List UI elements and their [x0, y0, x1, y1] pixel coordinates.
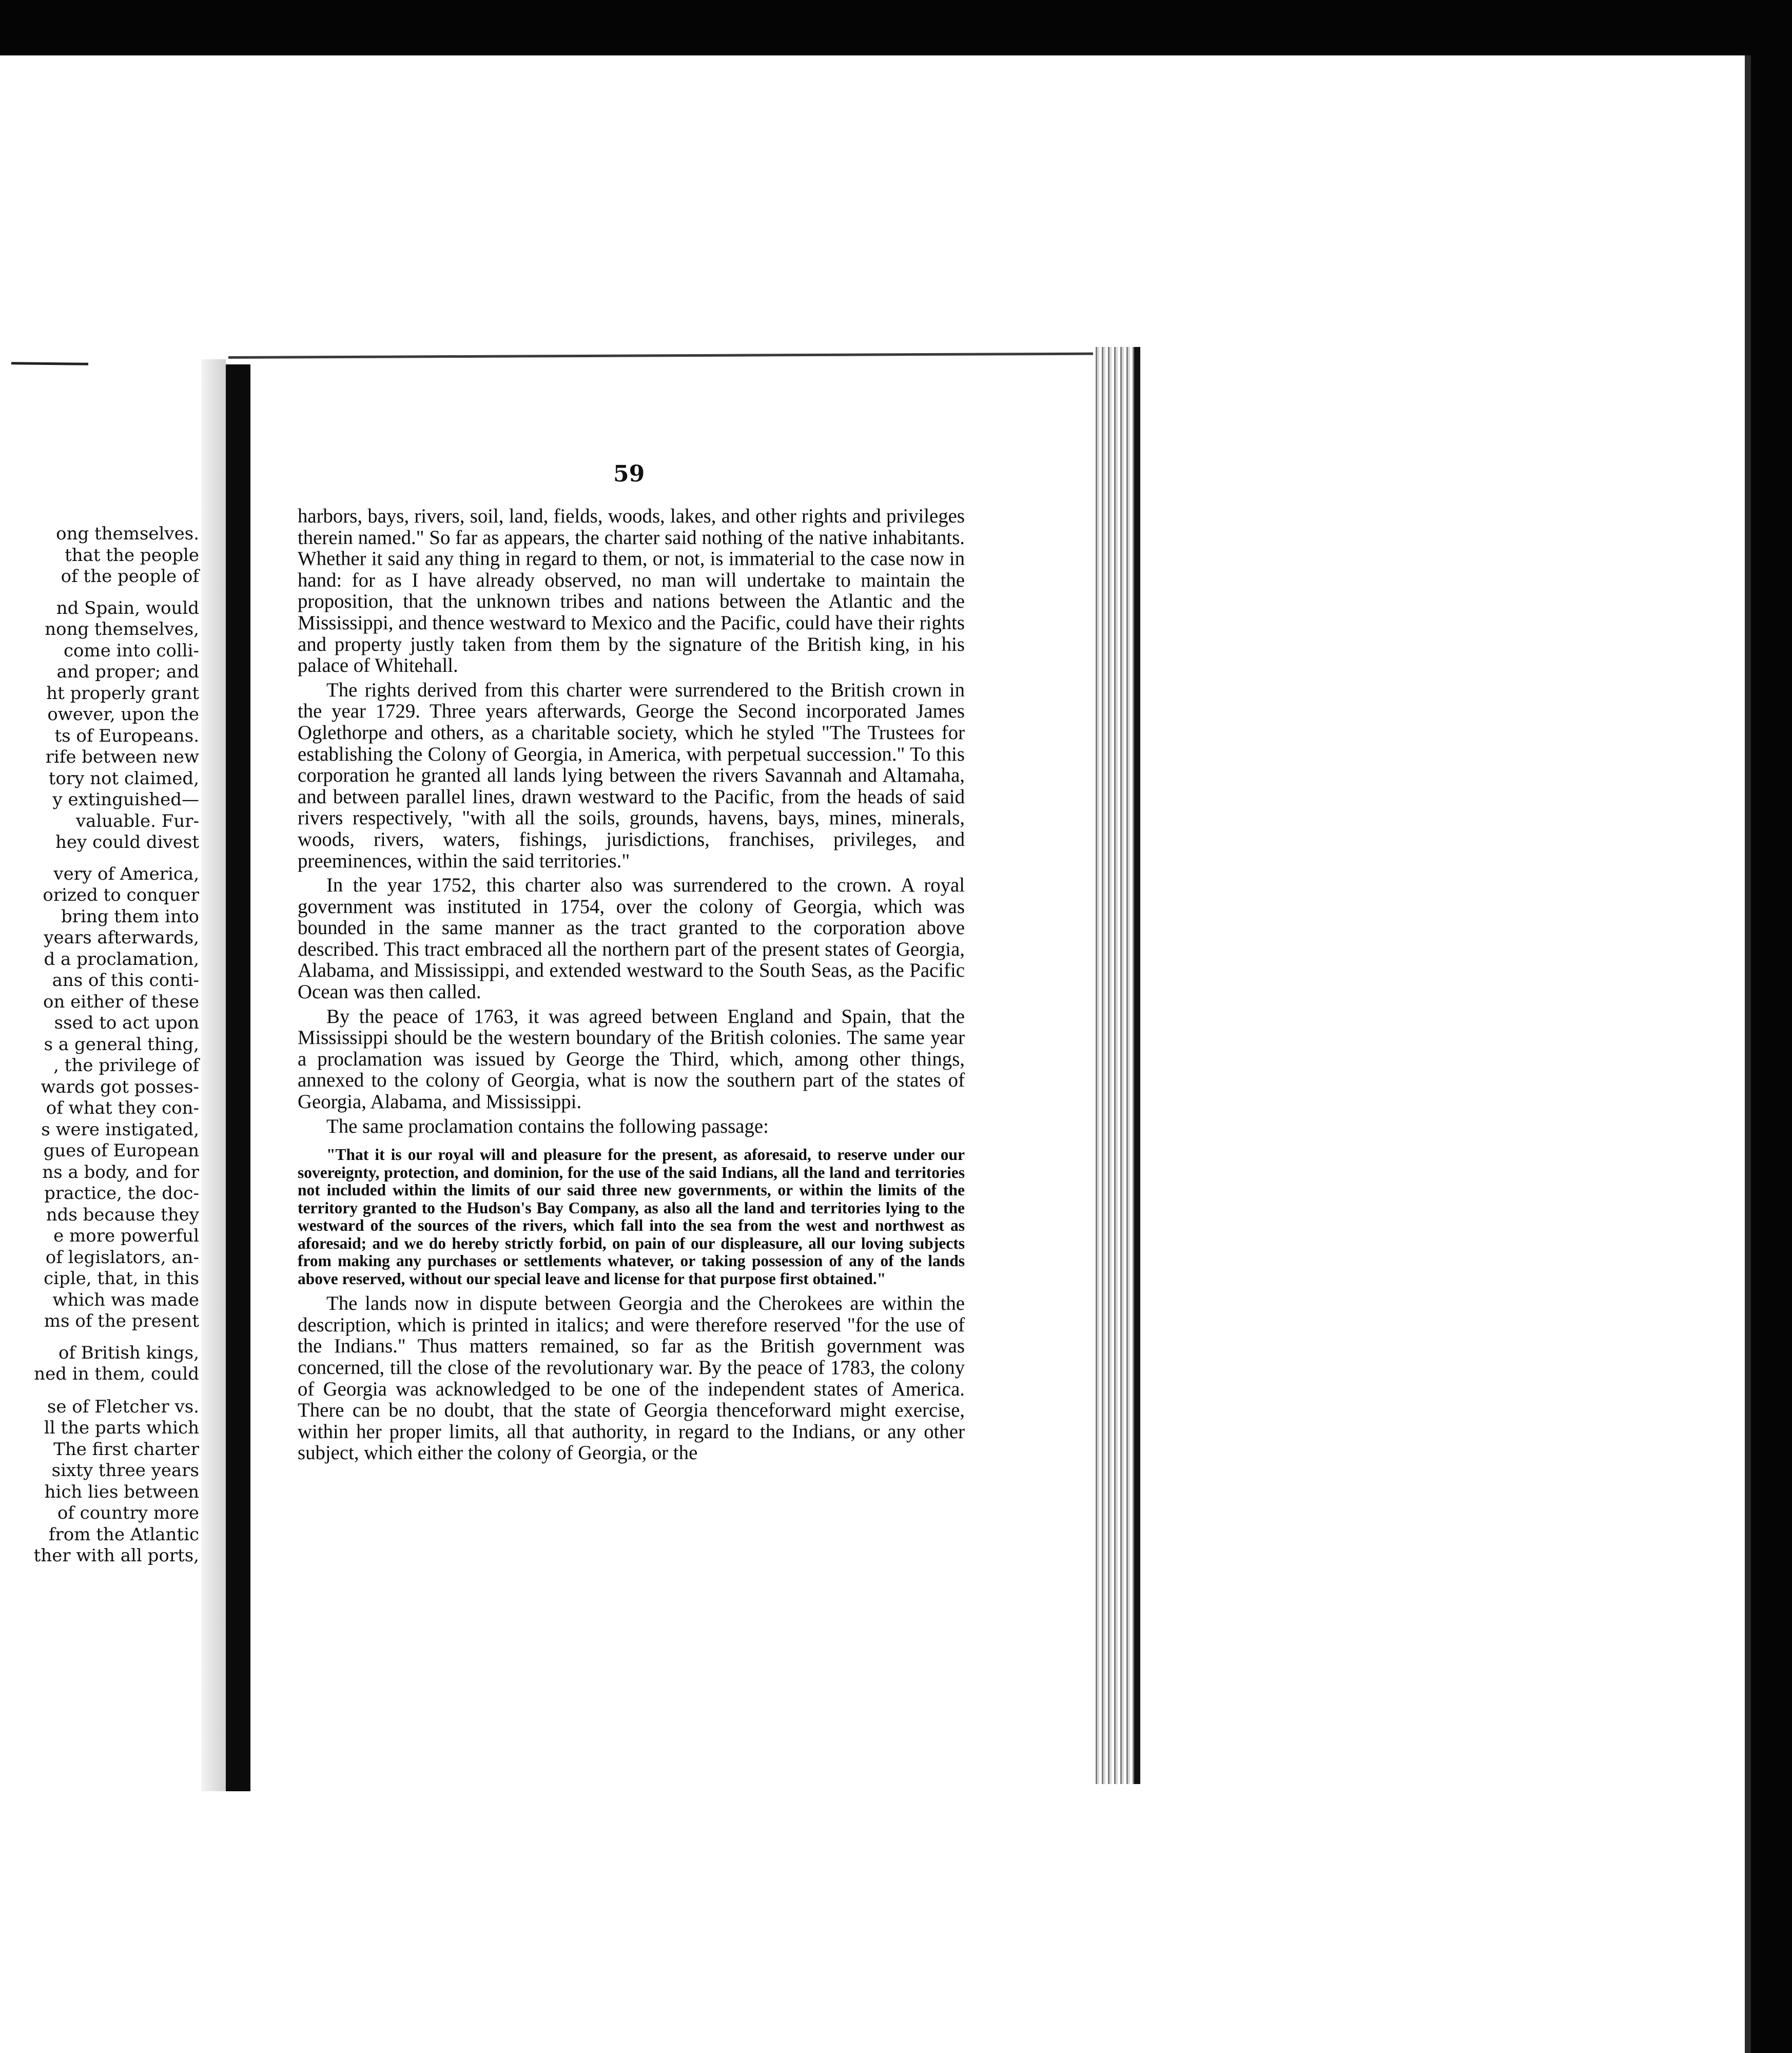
- paragraph-1: harbors, bays, rivers, soil, land, fields, woods, lakes, and other rights and privileges therein named." So far as appears, the charter said nothing of the native inhabitants. Whether it said any thing in regard to them, or not, is immaterial to the case now in hand: for as I have already observed, no man will undertake to maintain the proposition, that the unknown tribes and nations between the Atlantic and the Mississippi, and thence westward to Mexico and the Pacific, could have their rights and property justly taken from them by the signature of the British king, in his palace of Whitehall.: [298, 505, 965, 677]
- left-page-line: ll the parts which: [44, 1418, 199, 1438]
- left-page-line: bring them into: [61, 906, 199, 927]
- left-page-line: ans of this conti-: [52, 970, 199, 991]
- left-page-line: and proper; and: [56, 662, 199, 682]
- left-page-line: years afterwards,: [44, 927, 199, 948]
- left-page-line: of country more: [57, 1503, 199, 1523]
- left-page-line: ns a body, and for: [42, 1161, 199, 1183]
- left-page-line: owever, upon the: [47, 704, 199, 725]
- left-page-line: ts of Europeans.: [54, 725, 199, 746]
- left-page-line: ht properly grant: [46, 683, 199, 704]
- left-page-line: very of America,: [53, 863, 199, 884]
- left-page-line: y extinguished—: [52, 789, 199, 810]
- left-page-line: ong themselves.: [56, 524, 199, 544]
- left-page-line: s a general thing,: [44, 1034, 199, 1055]
- previous-page-fragment: [0, 354, 201, 1786]
- left-page-line: rife between new: [45, 747, 199, 767]
- scanner-border-top: [0, 0, 1792, 55]
- left-page-line: The first charter: [53, 1439, 199, 1460]
- left-page-line: which was made: [52, 1289, 199, 1310]
- left-page-line: e more powerful: [53, 1226, 199, 1246]
- left-page-line: of British kings,: [58, 1342, 199, 1363]
- left-page-line: nds because they: [46, 1204, 199, 1225]
- left-page-line: from the Atlantic: [48, 1524, 199, 1545]
- scanner-border-right-inner: [1745, 55, 1751, 2053]
- left-page-line: , the privilege of: [53, 1055, 199, 1076]
- left-page-line: of the people of: [61, 566, 199, 587]
- left-page-line: ms of the present: [44, 1311, 199, 1331]
- page-number: 59: [613, 461, 645, 487]
- left-page-line: se of Fletcher vs.: [47, 1396, 199, 1417]
- left-page-line: ciple, that, in this: [44, 1268, 199, 1289]
- page-stack-edges: [1093, 347, 1139, 1784]
- left-page-line: gues of European: [43, 1140, 199, 1161]
- paragraph-3: In the year 1752, this charter also was surrendered to the crown. A royal government was instituted in 1754, over the colony of Georgia, which was bounded in the same manner as the tract granted to the corporation above described. This tract embraced all the northern part of the present states of Georgia, Alabama, and Mississippi, and extended westward to the South Seas, as the Pacific Ocean was then called.: [298, 874, 965, 1003]
- left-page-line: ther with all ports,: [33, 1545, 199, 1566]
- left-page-line: nong themselves,: [45, 619, 199, 640]
- left-page-line: of legislators, an-: [45, 1247, 199, 1268]
- left-page-line: nd Spain, would: [56, 597, 199, 618]
- left-page-line: on either of these: [43, 991, 199, 1012]
- page-body-text: [298, 506, 965, 1467]
- left-page-line: hich lies between: [44, 1481, 199, 1502]
- left-page-line: hey could divest: [55, 832, 199, 853]
- left-page-line: come into colli-: [63, 640, 199, 661]
- left-page-line: ned in them, could: [34, 1364, 199, 1384]
- left-page-line: that the people: [65, 545, 199, 566]
- page-stack-edge-dark: [1134, 347, 1140, 1784]
- proclamation-quote: "That it is our royal will and pleasure for the present, as aforesaid, to reserve under our sovereignty, protection, and dominion, for the use of the said Indians, all the land and territories not included within the limits of our said three new governments, or within the limits of the territory granted to the Hudson's Bay Company, as also all the land and territories lying to the westward of the sources of the rivers, which fall into the sea from the west and northwest as aforesaid; and we do hereby strictly forbid, on pain of our displeasure, all our loving subjects from making any purchases or settlements whatever, or taking possession of any of the lands above reserved, without our special leave and license for that purpose first obtained.": [298, 1146, 965, 1288]
- paragraph-6: The lands now in dispute between Georgia and the Cherokees are within the description, which is printed in italics; and were therefore reserved "for the use of the Indians." Thus matters remained, so far as the British government was concerned, till the close of the revolutionary war. By the peace of 1783, the colony of Georgia was acknowledged to be one of the independent states of America. There can be no doubt, that the state of Georgia thenceforward might exercise, within her proper limits, all that authority, in regard to the Indians, or any other subject, which either the colony of Georgia, or the: [298, 1292, 965, 1464]
- left-page-line: orized to conquer: [43, 885, 199, 905]
- book-gutter: [226, 364, 250, 1791]
- left-page-line: ssed to act upon: [54, 1013, 199, 1033]
- left-page-line: d a proclamation,: [44, 948, 199, 970]
- paragraph-4: By the peace of 1763, it was agreed between England and Spain, that the Mississippi should be the western boundary of the British colonies. The same year a proclamation was issued by George the Third, which, among other things, annexed to the colony of Georgia, what is now the southern part of the states of Georgia, Alabama, and Mississippi.: [298, 1005, 965, 1113]
- gutter-shadow: [201, 359, 226, 1791]
- left-page-line: tory not claimed,: [48, 768, 199, 789]
- left-page-line: practice, the doc-: [44, 1183, 199, 1204]
- left-page-line: valuable. Fur-: [75, 810, 199, 831]
- left-page-line: sixty three years: [51, 1460, 199, 1481]
- left-page-line: wards got posses-: [41, 1076, 199, 1097]
- left-page-line: of what they con-: [46, 1098, 199, 1118]
- left-page-rule: [11, 362, 88, 365]
- paragraph-5: The same proclamation contains the following passage:: [326, 1115, 769, 1137]
- scanner-border-right: [1751, 0, 1792, 2053]
- paragraph-2: The rights derived from this charter were surrendered to the British crown in the year 1729. Three years afterwards, George the Second incorporated James Oglethorpe and others, as a charitable society, which he styled "The Trustees for establishing the Colony of Georgia, in America, with perpetual succession." To this corporation he granted all lands lying between the rivers Savannah and Altamaha, and between parallel lines, drawn westward to the Pacific, from the heads of said rivers respectively, "with all the soils, grounds, havens, bays, mines, minerals, woods, rivers, waters, fishings, jurisdictions, franchises, privileges, and preeminences, within the said territories.": [298, 679, 965, 872]
- left-page-line: s were instigated,: [41, 1119, 199, 1140]
